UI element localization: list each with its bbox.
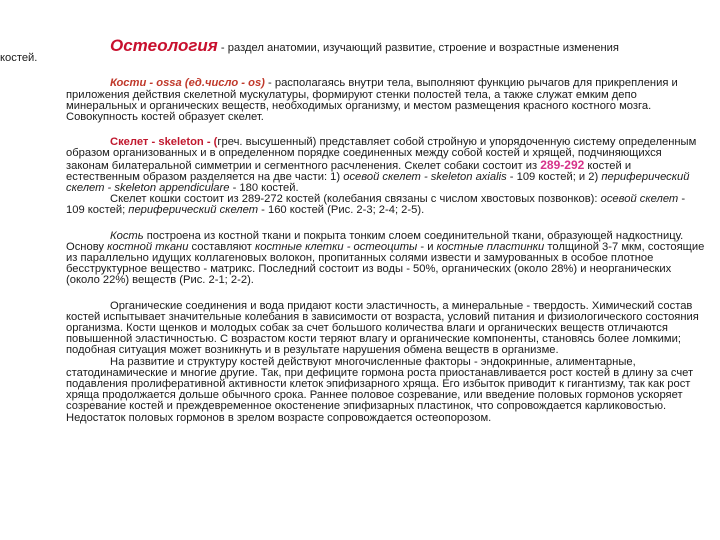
intro-paragraph: Остеология - раздел анатомии, изучающий развитие, строение и возрастные изменения xyxy=(110,36,619,55)
term-bones: Кости - ossa (ед.число - os) xyxy=(110,77,265,90)
term-skeleton: Скелет - skeleton - ( xyxy=(110,136,218,149)
term-bone: Кость xyxy=(110,229,144,242)
paragraph-bones: Кости - ossa (ед.число - os) - располагаясь внутри тела, выполняют функцию рычагов для прикрепления и приложения действия скелетной мускулатуры, формируют стенки полостей тела, а также служат емким депо минеральных и органических веществ, необходимых организму, и местом размещения красного костного мозга. Совокупность костей образует скелет. xyxy=(66,77,678,124)
paragraph-composition: Органические соединения и вода придают кости эластичность, а минеральные - твердость. Химический состав костей испытывает значительные колебания в зависимости от возраста, условий питания и физиологического состояния организма. Кости щенков и молодых собак за счет большого количества влаги и органических веществ отличаются повышенной эластичностью. С возрастом кости теряют влагу и органические компоненты, становясь более ломкими; подобная ситуация может возникнуть и в результате нарушения обмена веществ в организме. xyxy=(66,299,699,357)
paragraph-cat-skeleton: Скелет кошки состоит из 289-272 костей (колебания связаны с числом хвостовых позвонков): осевой скелет - 109 костей; периферический скелет - 160 костей (Рис. 2-3; 2-4; 2-5). xyxy=(66,193,686,217)
paragraph-factors: На развитие и структуру костей действуют многочисленные факторы - эндокринные, алиментарные, статодинамические и многие другие. Так, при дефиците гормона роста приостанавливается рост костей в длину за счет подавления пролиферативной активности клеток эпифизарного хряща. Его избыток приводит к гигантизму, так как рост хряща продолжается дольше обычного срока. Раннее половое созревание, или введение половых гормонов ускоряет созревание костей и преждевременное окостенение эпифизарных пластинок, что сопровождается карликовостью. Недостаток половых гормонов в зрелом возрасте сопровождается остеопорозом. xyxy=(66,355,694,424)
paragraph-skeleton: Скелет - skeleton - (греч. высушенный) представляет собой стройную и упорядоченную систему определенным образом организованных и в определенном порядке соединенных между собой костей и хрящей, подчиняющихся законам билатеральной симметрии и сегментного расчленения. Скелет собаки состоит из 289-292 костей и естественным образом разделяется на две части: 1) осевой скелет - skeleton axialis - 109 костей; и 2) периферический скелет - skeleton appendiculare - 180 костей. xyxy=(66,136,697,195)
paragraph-bone-structure: Кость построена из костной ткани и покрыта тонким слоем соединительной ткани, образующей надкостницу. Основу костной ткани составляют костные клетки - остеоциты - и костные пластинки толщиной 3-7 мкм, состоящие из параллельно идущих коллагеновых волокон, пропитанных солями извести и замурованных в особое плотное бесструктурное вещество - матрикс. Последний состоит из воды - 50%, органических (около 28%) и неорганических (около 22%) веществ (Рис. 2-1; 2-2). xyxy=(66,229,705,287)
bone-count-highlight: 289-292 xyxy=(540,157,585,172)
intro-continuation: костей. xyxy=(0,52,38,65)
doc-title: Остеология xyxy=(110,36,218,55)
document-page xyxy=(0,36,706,424)
